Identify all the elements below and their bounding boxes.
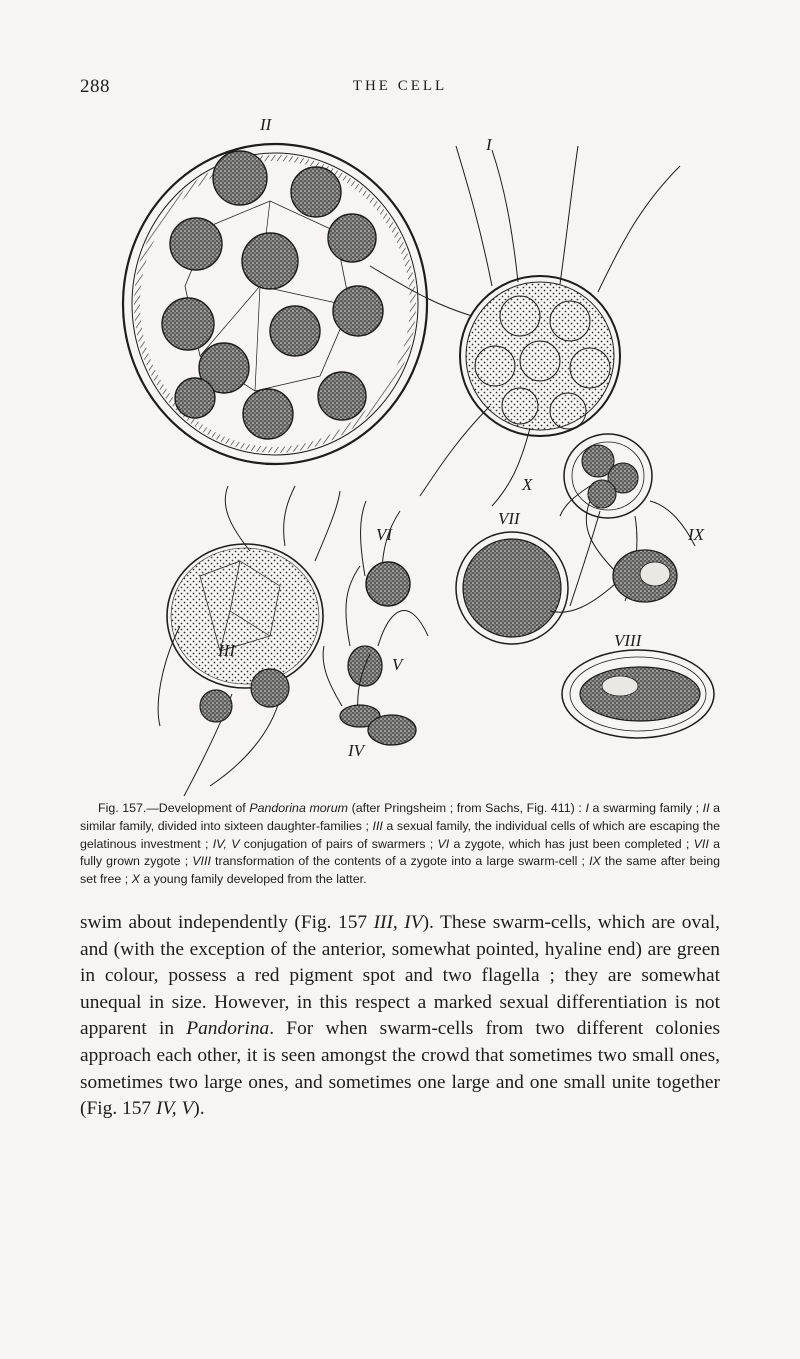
- family-ii: [123, 144, 427, 464]
- figure-caption: [80, 800, 720, 889]
- caption-text-iii: a sexual family, the individual cells of which are escaping the gelatinous investment ;: [80, 818, 720, 851]
- figure-illustration: [120, 106, 720, 796]
- body-ref-2: IV, V: [155, 1098, 194, 1120]
- caption-text-iv-v: conjugation of pairs of swarmers ;: [239, 836, 438, 851]
- caption-text-vi: a zygote, which has just been completed ;: [449, 836, 694, 851]
- label-ix: IX: [688, 525, 705, 544]
- caption-genus: Pandorina morum: [249, 801, 348, 815]
- label-vi: VI: [376, 525, 393, 544]
- label-viii: VIII: [614, 631, 642, 650]
- caption-num-ix: IX: [589, 854, 601, 869]
- body-ref-1: III, IV: [373, 912, 423, 933]
- caption-num-vi: VI: [437, 836, 450, 851]
- caption-text-x: a young family developed from the latter.: [139, 872, 367, 887]
- family-iii: [158, 486, 340, 796]
- zygote-viii: [562, 650, 714, 738]
- body-text-4: ).: [193, 1098, 205, 1120]
- label-vii: VII: [498, 509, 520, 528]
- figure-157: [120, 106, 720, 796]
- body-text-3: . For when swarm-cells from two different colonies approach each other, it is seen amongst the crowd that sometimes two small ones, sometimes two large ones, and sometimes one large and one small unite together (Fig. 157: [80, 1018, 720, 1120]
- caption-num-ii: II: [702, 801, 710, 815]
- caption-text-i: a swarming family ;: [588, 801, 703, 815]
- caption-num-viii: VIII: [192, 854, 211, 869]
- caption-num-i: I: [585, 801, 589, 815]
- label-x: X: [522, 475, 533, 494]
- caption-num-x: X: [131, 872, 140, 887]
- body-genus: Pandorina: [186, 1018, 270, 1040]
- caption-text-ii: a similar family, divided into sixteen daughter-families ;: [80, 801, 721, 833]
- caption-num-vii: VII: [693, 836, 709, 851]
- caption-intro: —Development of: [146, 801, 250, 815]
- caption-text-viii: transformation of the contents of a zygote into a large swarm-cell ;: [210, 854, 590, 869]
- running-head: THE CELL: [352, 78, 448, 94]
- label-ii: II: [260, 115, 272, 134]
- caption-text-vii: a fully grown zygote ;: [80, 836, 720, 869]
- page-number: 288: [80, 76, 110, 97]
- label-iv: IV: [348, 741, 365, 760]
- body-text-1: swim about independently (Fig. 157: [80, 912, 374, 933]
- caption-num-iv-v: IV, V: [212, 836, 240, 851]
- body-text-2: ). These swarm-cells, which are oval, and (with the exception of the anterior, somewhat pointed, hyaline end) are green in colour, possess a red pigment spot and two flagella ; they are somewhat unequal in size. However, in this respect a marked sexual differentiation is not apparent in: [80, 912, 720, 1040]
- caption-num-iii: III: [372, 818, 383, 833]
- zygote-vii: [456, 532, 568, 644]
- body-paragraph: [80, 910, 720, 1123]
- caption-fig-ref: Fig. 157.: [98, 801, 147, 815]
- label-iii: III: [218, 641, 235, 660]
- label-v: V: [392, 655, 403, 674]
- caption-text-ix: the same after being set free ;: [80, 854, 720, 887]
- zygote-vi: [361, 501, 410, 606]
- label-i: I: [486, 135, 492, 154]
- caption-source: (after Pringsheim ; from Sachs, Fig. 411) :: [348, 801, 586, 815]
